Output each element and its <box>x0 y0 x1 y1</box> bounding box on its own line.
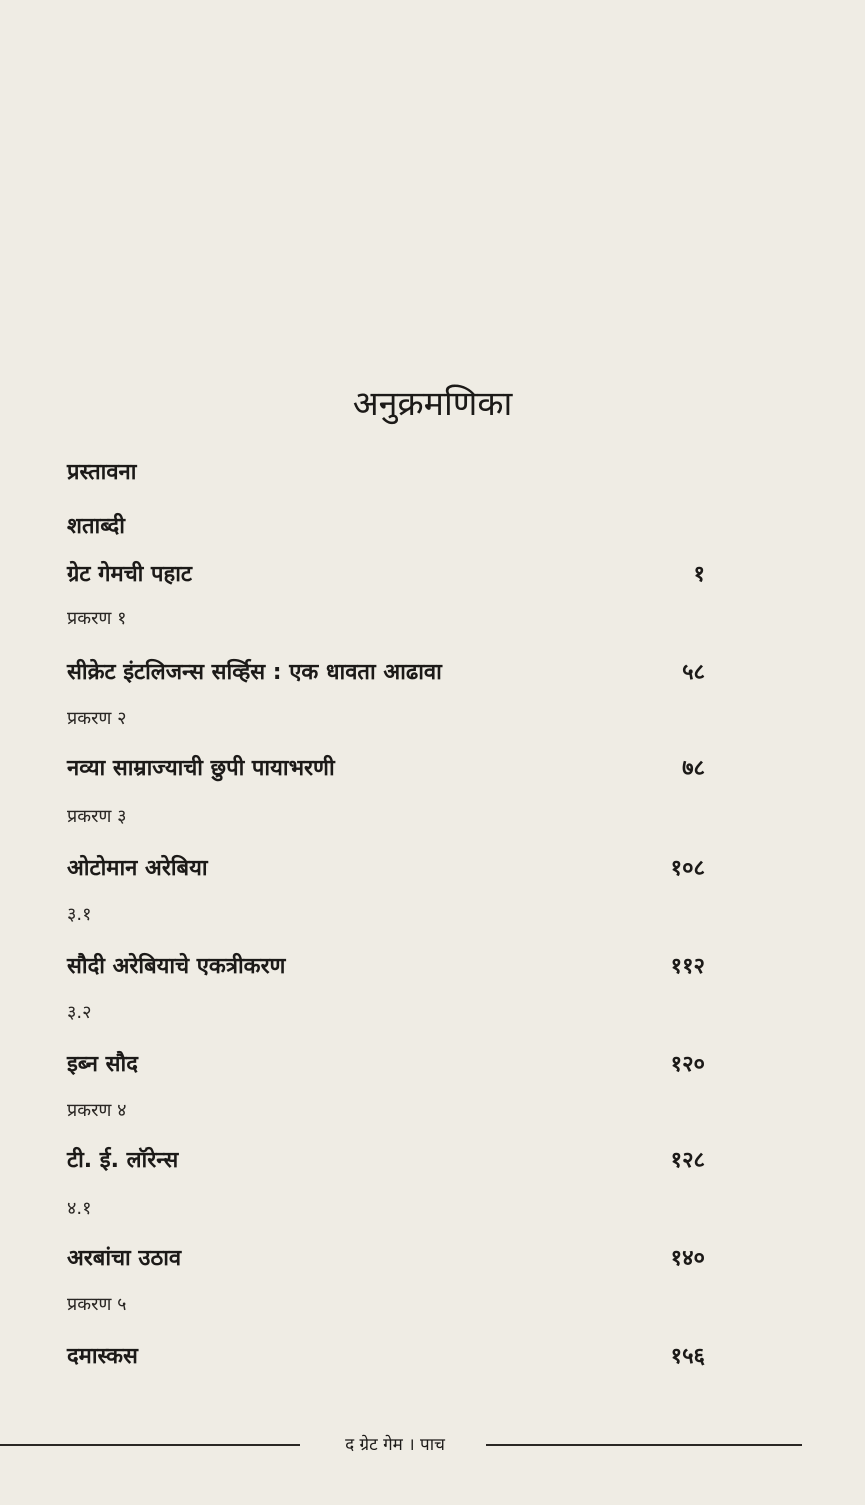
toc-section-marker: प्रकरण ४ <box>67 1100 127 1121</box>
toc-page-number: १२० <box>670 1052 705 1077</box>
toc-entry-title: शताब्दी <box>67 514 125 539</box>
footer-rule-left <box>0 1444 300 1446</box>
toc-section-marker: प्रकरण ३ <box>67 806 127 827</box>
toc-page-number: १४० <box>670 1246 705 1271</box>
toc-page-number: १ <box>693 562 705 587</box>
toc-section-marker: ३.२ <box>67 1002 92 1023</box>
toc-entry-title: सौदी अरेबियाचे एकत्रीकरण <box>67 954 286 979</box>
toc-page-number: ११२ <box>670 954 705 979</box>
toc-entry-title: सीक्रेट इंटलिजन्स सर्व्हिस : एक धावता आढावा <box>67 660 442 685</box>
toc-entry-title: प्रस्तावना <box>67 460 137 485</box>
toc-entry-title: ओटोमान अरेबिया <box>67 856 208 881</box>
toc-page-number: १५६ <box>670 1344 705 1369</box>
toc-entry-title: नव्या साम्राज्याची छुपी पायाभरणी <box>67 756 335 781</box>
toc-entry-title: इब्न सौद <box>67 1052 138 1077</box>
toc-page-number: ७८ <box>682 756 705 781</box>
toc-section-marker: ४.१ <box>67 1198 92 1219</box>
footer-rule-right <box>486 1444 802 1446</box>
toc-section-marker: प्रकरण १ <box>67 608 127 629</box>
toc-entry-title: टी. ई. लॉरेन्स <box>67 1148 179 1173</box>
toc-page-number: १२८ <box>670 1148 705 1173</box>
toc-section-marker: प्रकरण २ <box>67 708 127 729</box>
page-title: अनुक्रमणिका <box>352 383 513 424</box>
footer-text: द ग्रेट गेम । पाच <box>345 1435 445 1455</box>
toc-page-number: ५८ <box>682 660 705 685</box>
toc-section-marker: ३.१ <box>67 904 92 925</box>
toc-page-number: १०८ <box>670 856 705 881</box>
toc-entry-title: दमास्कस <box>67 1344 138 1369</box>
toc-entry-title: ग्रेट गेमची पहाट <box>67 562 192 587</box>
toc-entry-title: अरबांचा उठाव <box>67 1246 182 1271</box>
toc-section-marker: प्रकरण ५ <box>67 1294 127 1315</box>
page-footer <box>0 1430 865 1460</box>
